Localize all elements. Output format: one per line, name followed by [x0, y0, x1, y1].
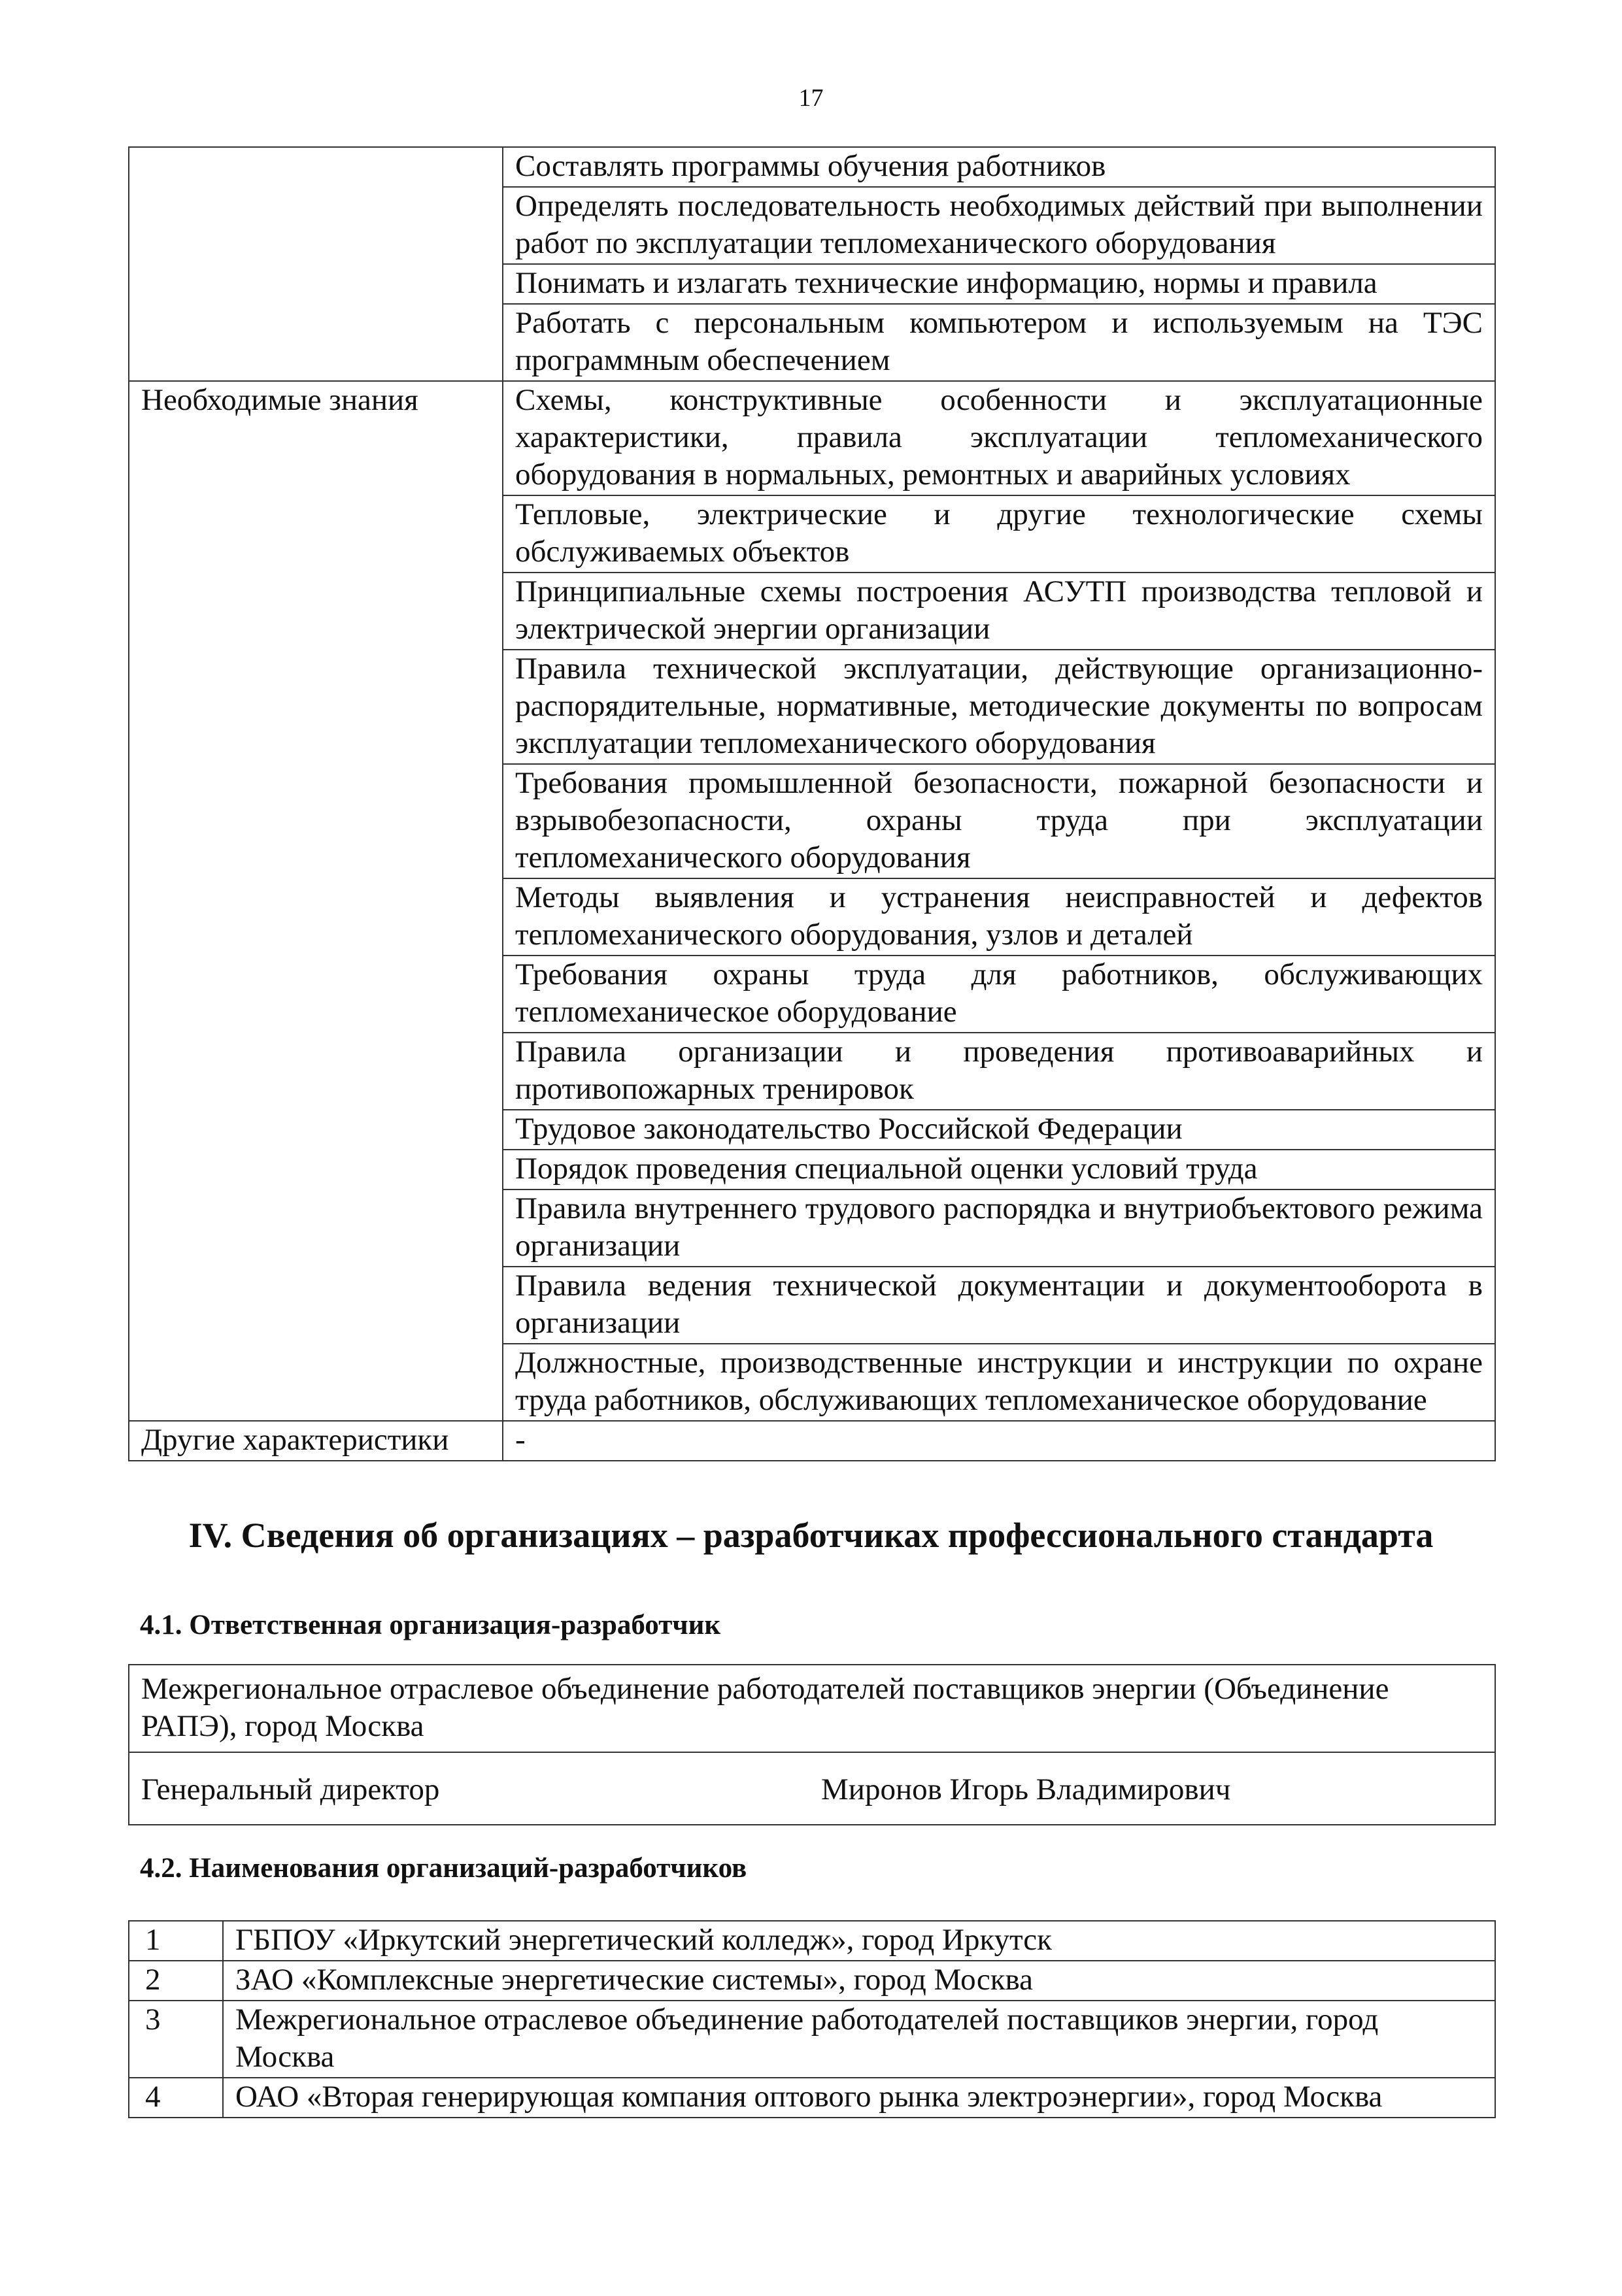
requirements-table: [128, 146, 1496, 1461]
responsible-org-table: [128, 1664, 1496, 1825]
section-title: IV. Сведения об организациях – разработчиках профессионального стандарта: [188, 1516, 1434, 1555]
developers-table: [128, 1920, 1496, 2118]
knowledge-item: Порядок проведения специальной оценки условий труда: [503, 1150, 1495, 1190]
table-row: [129, 147, 1495, 187]
developer-number: 1: [129, 1921, 223, 1961]
developer-name: Межрегиональное отраслевое объединение работодателей поставщиков энергии, город Москва: [223, 2001, 1495, 2078]
knowledge-item: Требования охраны труда для работников, обслуживающих тепломеханическое оборудование: [503, 956, 1495, 1033]
developer-number: 3: [129, 2001, 223, 2078]
knowledge-item: Правила технической эксплуатации, действующие организационно-распорядительные, нормативные, методические документы по вопросам эксплуатации тепломеханического оборудования: [503, 650, 1495, 764]
skill-item: Определять последовательность необходимых действий при выполнении работ по эксплуатации тепломеханического оборудования: [503, 187, 1495, 264]
knowledge-item: Трудовое законодательство Российской Федерации: [503, 1110, 1495, 1150]
skill-item: Понимать и излагать технические информацию, нормы и правила: [503, 264, 1495, 304]
knowledge-item: Правила ведения технической документации и документооборота в организации: [503, 1267, 1495, 1344]
other-characteristics-label: Другие характеристики: [129, 1421, 503, 1461]
skill-item: Составлять программы обучения работников: [503, 147, 1495, 187]
developer-number: 2: [129, 1961, 223, 2001]
table-row: [129, 2078, 1495, 2118]
signatory: [141, 1771, 1483, 1808]
developers-heading: 4.2. Наименования организаций-разработчиков: [140, 1853, 747, 1884]
table-row: [129, 1921, 1495, 1961]
knowledge-item: Тепловые, электрические и другие технологические схемы обслуживаемых объектов: [503, 495, 1495, 573]
table-row: [129, 2001, 1495, 2078]
knowledge-label: Необходимые знания: [129, 381, 503, 1421]
developer-name: ОАО «Вторая генерирующая компания оптового рынка электроэнергии», город Москва: [223, 2078, 1495, 2118]
table-row: [129, 1665, 1495, 1752]
knowledge-item: Схемы, конструктивные особенности и эксплуатационные характеристики, правила эксплуатации тепломеханического оборудования в нормальных, ремонтных и аварийных условиях: [503, 381, 1495, 495]
table-row: [129, 381, 1495, 495]
developer-name: ГБПОУ «Иркутский энергетический колледж», город Иркутск: [223, 1921, 1495, 1961]
knowledge-item: Правила внутреннего трудового распорядка и внутриобъектового режима организации: [503, 1190, 1495, 1267]
table-row: [129, 1752, 1495, 1825]
signatory-cell: [129, 1752, 1495, 1825]
other-characteristics-value: -: [503, 1421, 1495, 1461]
knowledge-item: Должностные, производственные инструкции и инструкции по охране труда работников, обслуживающих тепломеханическое оборудование: [503, 1344, 1495, 1421]
developer-name: ЗАО «Комплексные энергетические системы», город Москва: [223, 1961, 1495, 2001]
skill-item: Работать с персональным компьютером и используемым на ТЭС программным обеспечением: [503, 304, 1495, 381]
knowledge-item: Правила организации и проведения противоаварийных и противопожарных тренировок: [503, 1033, 1495, 1110]
page-number: 17: [798, 84, 824, 112]
knowledge-item: Требования промышленной безопасности, пожарной безопасности и взрывобезопасности, охраны труда при эксплуатации тепломеханического оборудования: [503, 764, 1495, 878]
table-row: [129, 1961, 1495, 2001]
responsible-org-heading: 4.1. Ответственная организация-разработчик: [140, 1610, 721, 1640]
skills-label-cell: [129, 147, 503, 381]
signatory-name: Миронов Игорь Владимирович: [821, 1772, 1231, 1806]
knowledge-item: Принципиальные схемы построения АСУТП производства тепловой и электрической энергии организации: [503, 573, 1495, 650]
developer-number: 4: [129, 2078, 223, 2118]
knowledge-item: Методы выявления и устранения неисправностей и дефектов тепломеханического оборудования, узлов и деталей: [503, 878, 1495, 956]
table-row: [129, 1421, 1495, 1461]
responsible-org-name: Межрегиональное отраслевое объединение работодателей поставщиков энергии (Объединение РАПЭ), город Москва: [129, 1665, 1495, 1752]
signatory-role: Генеральный директор: [141, 1772, 440, 1806]
